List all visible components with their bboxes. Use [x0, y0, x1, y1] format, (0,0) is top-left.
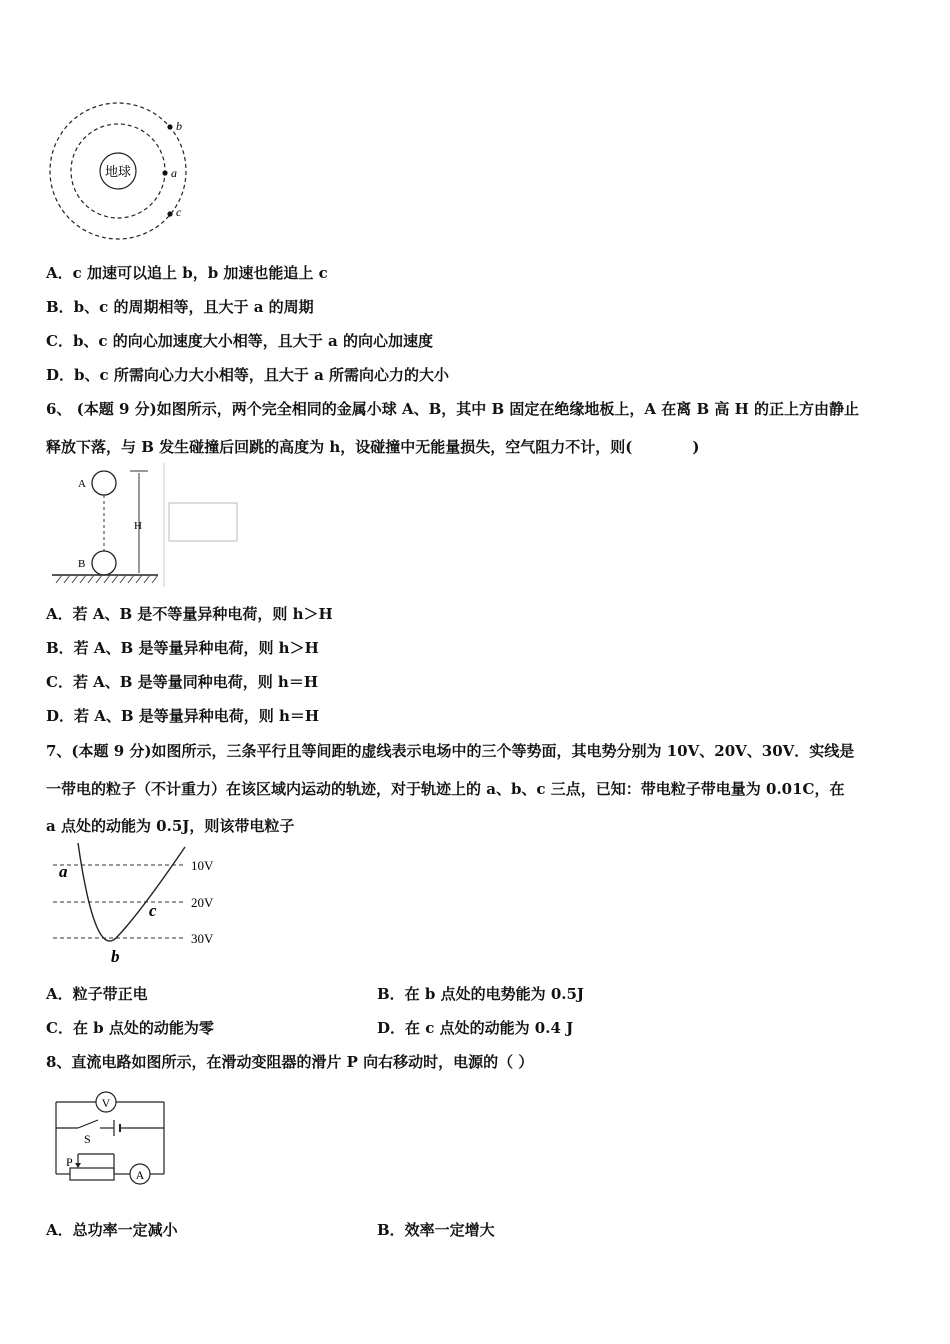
- earth-label: 地球: [104, 164, 132, 179]
- slider-arrow: [75, 1163, 81, 1168]
- q5-option-a: A．c 加速可以追上 b，b 加速也能追上 c: [46, 264, 328, 282]
- point-b-label: b: [176, 119, 182, 133]
- q7-option-b: B．在 b 点处的电势能为 0.5J: [377, 985, 585, 1003]
- point-b-label: b: [111, 947, 120, 966]
- q6-option-d: D．若 A、B 是等量异种电荷，则 h＝H: [46, 707, 320, 725]
- particle-trajectory: [78, 843, 185, 941]
- point-c-dot: [167, 211, 172, 216]
- label-10v: 10V: [191, 858, 214, 873]
- q5-option-c: C．b、c 的向心加速度大小相等，且大于 a 的向心加速度: [46, 332, 433, 350]
- q6-option-c: C．若 A、B 是等量同种电荷，则 h＝H: [46, 673, 319, 691]
- ball-b-label: B: [78, 558, 86, 570]
- q7-figure: [45, 843, 230, 968]
- point-b-dot: [167, 124, 172, 129]
- ball-a-label: A: [78, 478, 86, 490]
- ball-b: [92, 551, 116, 575]
- q6-stem-line-2: 释放下落，与 B 发生碰撞后回跳的高度为 h，设碰撞中无能量损失，空气阻力不计，则( ): [46, 438, 700, 456]
- earth-orbit-figure: [45, 97, 195, 245]
- point-c-label: c: [176, 205, 182, 219]
- q7-stem-line-3: a 点处的动能为 0.5J，则该带电粒子: [46, 817, 295, 835]
- q8-circuit-figure: [48, 1088, 173, 1188]
- rheostat: [70, 1168, 114, 1180]
- q5-option-d: D．b、c 所需向心力大小相等，且大于 a 所需向心力的大小: [46, 366, 450, 384]
- switch: [78, 1120, 98, 1128]
- slider-label: P: [66, 1155, 73, 1169]
- point-a-label: a: [59, 862, 68, 881]
- height-label: H: [134, 520, 142, 532]
- q6-figure: [48, 463, 240, 587]
- ball-a: [92, 471, 116, 495]
- label-20v: 20V: [191, 895, 214, 910]
- point-c-label: c: [149, 901, 157, 920]
- ammeter-label: A: [135, 1168, 145, 1182]
- q6-option-a: A．若 A、B 是不等量异种电荷，则 h＞H: [46, 605, 333, 623]
- q7-option-d: D．在 c 点处的动能为 0.4 J: [377, 1019, 574, 1037]
- q6-option-b: B．若 A、B 是等量异种电荷，则 h＞H: [46, 639, 319, 657]
- q7-option-c: C．在 b 点处的动能为零: [46, 1019, 214, 1037]
- q7-stem-line-1: 7、(本题 9 分)如图所示，三条平行且等间距的虚线表示电场中的三个等势面，其电势分别为 10V、20V、30V．实线是: [46, 742, 855, 760]
- switch-label: S: [84, 1132, 91, 1146]
- q7-stem-line-2: 一带电的粒子（不计重力）在该区域内运动的轨迹，对于轨迹上的 a、b、c 三点，已知：带电粒子带电量为 0.01C，在: [46, 780, 845, 798]
- floor-hatching: [56, 575, 158, 583]
- q8-stem-line-1: 8、直流电路如图所示，在滑动变阻器的滑片 P 向右移动时，电源的（ ）: [46, 1053, 534, 1071]
- point-a-label: a: [171, 166, 177, 180]
- q8-option-a: A．总功率一定减小: [46, 1221, 178, 1239]
- voltmeter-label: V: [101, 1096, 111, 1110]
- q7-option-a: A．粒子带正电: [46, 985, 148, 1003]
- label-30v: 30V: [191, 931, 214, 946]
- blank-box: [169, 503, 237, 541]
- point-a-dot: [162, 170, 167, 175]
- q5-option-b: B．b、c 的周期相等，且大于 a 的周期: [46, 298, 314, 316]
- q8-option-b: B．效率一定增大: [377, 1221, 495, 1239]
- q6-stem-line-1: 6、 (本题 9 分)如图所示，两个完全相同的金属小球 A、B，其中 B 固定在绝缘地板上，A 在离 B 高 H 的正上方由静止: [46, 400, 860, 418]
